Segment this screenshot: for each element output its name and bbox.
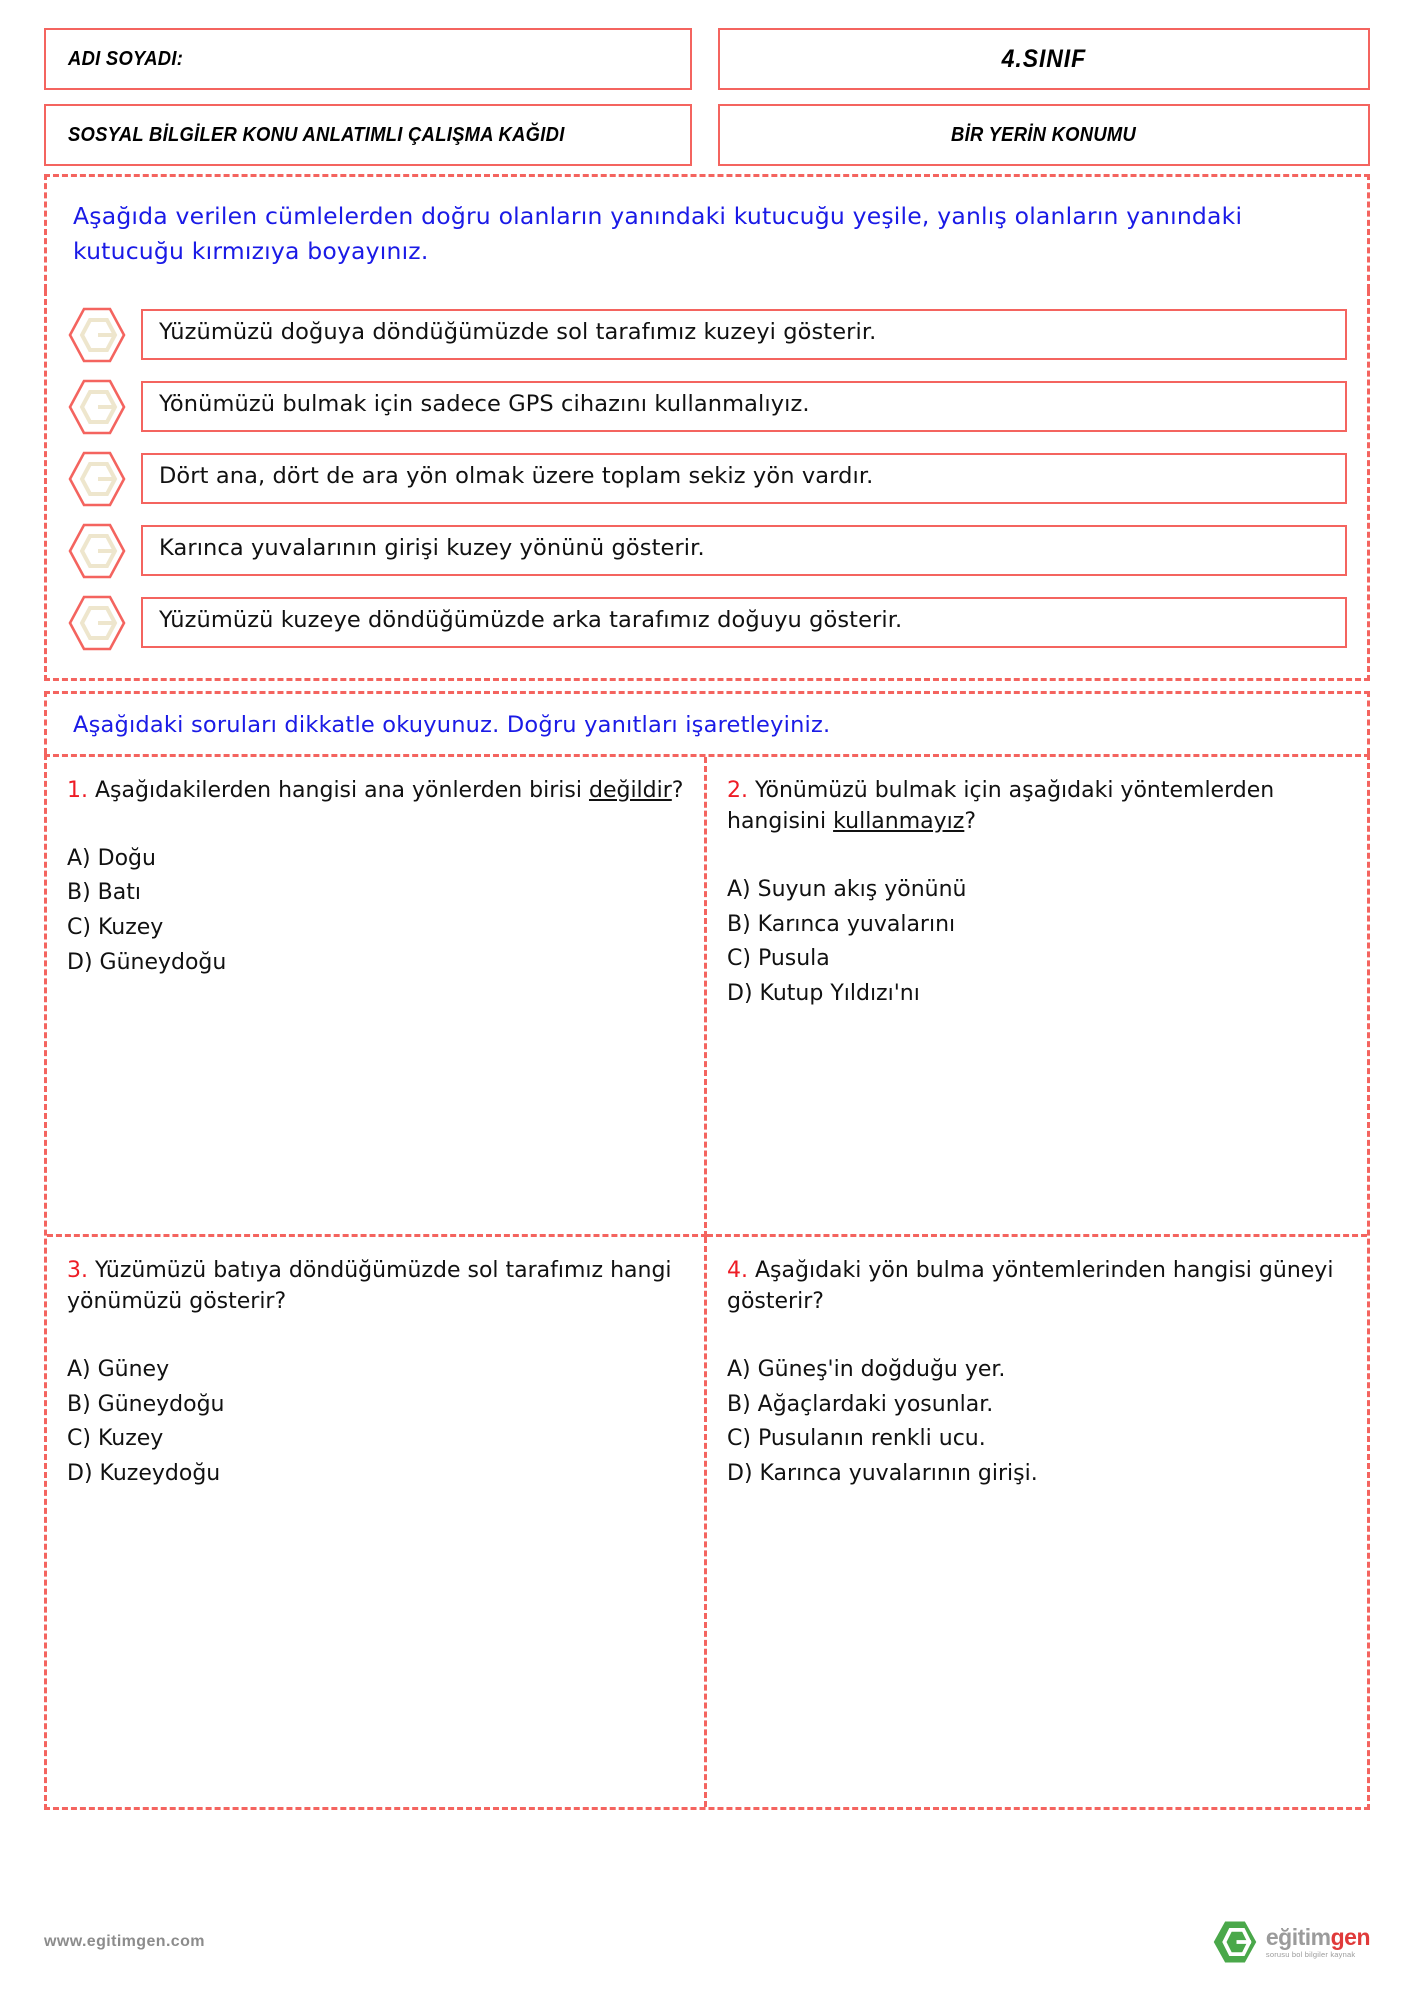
grade-box <box>718 28 1370 90</box>
statement-row <box>67 522 1347 580</box>
question-stem-emphasis: değildir <box>588 777 672 803</box>
question-stem-pre: Aşağıdaki yön bulma yöntemlerinden hangisi güneyi gösterir? <box>727 1257 1334 1314</box>
question-cell-3 <box>47 1237 707 1807</box>
statement-row <box>67 594 1347 652</box>
question-stem <box>727 775 1347 837</box>
option-a[interactable]: A) Güneş'in doğduğu yer. <box>727 1356 1006 1382</box>
statements-block <box>44 290 1370 681</box>
color-hexagon-checkbox[interactable] <box>67 378 127 436</box>
question-number: 3. <box>67 1257 88 1283</box>
instruction-1-text: Aşağıda verilen cümlelerden doğru olanların yanındaki kutucuğu yeşile, yanlış olanların yanındaki kutucuğu kırmızıya boyayınız. <box>73 202 1243 266</box>
question-stem-post: ? <box>964 808 977 834</box>
question-options <box>67 842 684 981</box>
instruction-2-block <box>44 691 1370 754</box>
question-stem-post: ? <box>671 777 684 803</box>
statement-text: Karınca yuvalarının girişi kuzey yönünü gösterir. <box>159 534 705 561</box>
option-b[interactable]: B) Batı <box>67 880 141 906</box>
statement-text-box <box>141 309 1347 360</box>
statement-text: Yönümüzü bulmak için sadece GPS cihazını kullanmalıyız. <box>159 390 810 417</box>
statement-text-box <box>141 597 1347 648</box>
option-d[interactable]: D) Karınca yuvalarının girişi. <box>727 1461 1038 1487</box>
hexagon-icon <box>67 594 127 652</box>
subject-label: SOSYAL BİLGİLER KONU ANLATIMLI ÇALIŞMA KAĞIDI <box>68 123 565 146</box>
grade-label: 4.SINIF <box>1001 44 1087 73</box>
egitimgen-logo-icon <box>1212 1920 1258 1964</box>
option-a[interactable]: A) Doğu <box>67 845 156 871</box>
hexagon-icon <box>67 306 127 364</box>
question-number: 2. <box>727 777 748 803</box>
option-c[interactable]: C) Kuzey <box>67 915 164 941</box>
topic-label: BİR YERİN KONUMU <box>951 123 1137 146</box>
option-c[interactable]: C) Pusulanın renkli ucu. <box>727 1426 986 1452</box>
worksheet-header <box>44 28 1370 166</box>
color-hexagon-checkbox[interactable] <box>67 522 127 580</box>
statement-text-box <box>141 525 1347 576</box>
question-cell-4 <box>707 1237 1367 1807</box>
option-c[interactable]: C) Pusula <box>727 946 830 972</box>
statement-text-box <box>141 453 1347 504</box>
hexagon-icon <box>67 378 127 436</box>
option-b[interactable]: B) Güneydoğu <box>67 1391 225 1417</box>
brand-name-first: eğitim <box>1265 1923 1331 1950</box>
option-b[interactable]: B) Karınca yuvalarını <box>727 911 956 937</box>
option-a[interactable]: A) Suyun akış yönünü <box>727 876 967 902</box>
color-hexagon-checkbox[interactable] <box>67 450 127 508</box>
statement-text: Dört ana, dört de ara yön olmak üzere toplam sekiz yön vardır. <box>159 462 874 489</box>
question-stem-pre: Aşağıdakilerden hangisi ana yönlerden birisi <box>88 777 589 803</box>
option-d[interactable]: D) Kuzeydoğu <box>67 1461 221 1487</box>
question-stem <box>727 1255 1347 1317</box>
instruction-2-text: Aşağıdaki soruları dikkatle okuyunuz. Doğru yanıtları işaretleyiniz. <box>73 711 831 738</box>
statement-text: Yüzümüzü kuzeye döndüğümüzde arka tarafımız doğuyu gösterir. <box>159 606 903 633</box>
brand-tagline: sorusu bol bilgiler kaynak <box>1265 1949 1356 1959</box>
student-name-box[interactable] <box>44 28 692 90</box>
question-cell-1 <box>47 757 707 1237</box>
header-left-column <box>44 28 692 166</box>
worksheet-footer <box>44 1920 1370 1964</box>
option-a[interactable]: A) Güney <box>67 1356 170 1382</box>
brand-logo <box>1212 1920 1370 1964</box>
questions-grid <box>44 754 1370 1810</box>
question-stem-pre: Yüzümüzü batıya döndüğümüzde sol tarafımız hangi yönümüzü gösterir? <box>67 1257 672 1314</box>
question-options <box>67 1353 684 1492</box>
question-stem-pre: Yönümüzü bulmak için aşağıdaki yöntemlerden hangisini <box>727 777 1275 834</box>
question-stem <box>67 1255 684 1317</box>
color-hexagon-checkbox[interactable] <box>67 594 127 652</box>
header-right-column <box>718 28 1370 166</box>
question-stem <box>67 775 684 806</box>
question-number: 4. <box>727 1257 748 1283</box>
statement-row <box>67 450 1347 508</box>
statement-row <box>67 306 1347 364</box>
topic-box <box>718 104 1370 166</box>
hexagon-icon <box>67 522 127 580</box>
question-options <box>727 1353 1347 1492</box>
question-number: 1. <box>67 777 88 803</box>
color-hexagon-checkbox[interactable] <box>67 306 127 364</box>
option-d[interactable]: D) Güneydoğu <box>67 949 227 975</box>
option-d[interactable]: D) Kutup Yıldızı'nı <box>727 981 920 1007</box>
subject-box <box>44 104 692 166</box>
brand-name-second: gen <box>1330 1923 1370 1950</box>
option-c[interactable]: C) Kuzey <box>67 1426 164 1452</box>
footer-website-url[interactable]: www.egitimgen.com <box>44 1933 205 1950</box>
brand-name <box>1265 1923 1370 1950</box>
question-options <box>727 873 1347 1012</box>
instruction-1-block <box>44 174 1370 290</box>
statement-row <box>67 378 1347 436</box>
option-b[interactable]: B) Ağaçlardaki yosunlar. <box>727 1391 994 1417</box>
question-cell-2 <box>707 757 1367 1237</box>
hexagon-icon <box>67 450 127 508</box>
student-name-label: ADI SOYADI: <box>68 47 184 70</box>
brand-wordmark <box>1265 1923 1370 1959</box>
statement-text: Yüzümüzü doğuya döndüğümüzde sol tarafımız kuzeyi gösterir. <box>159 318 877 345</box>
question-stem-emphasis: kullanmayız <box>833 808 965 834</box>
statement-text-box <box>141 381 1347 432</box>
